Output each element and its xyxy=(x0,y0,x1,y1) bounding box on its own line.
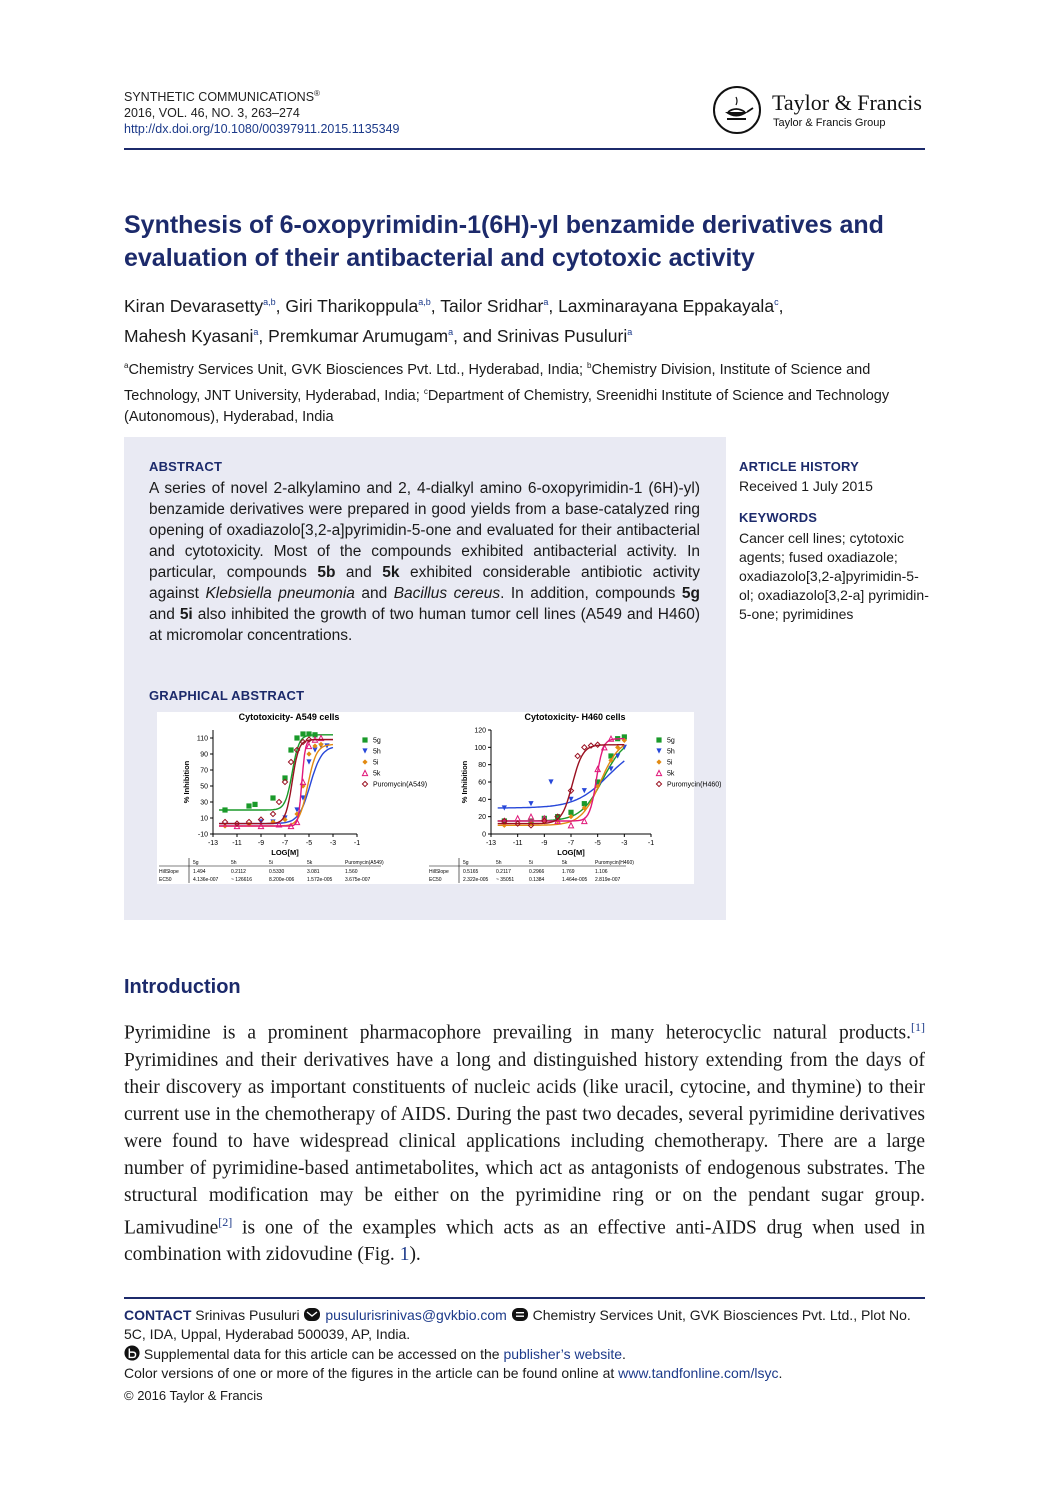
data-point xyxy=(656,781,661,786)
data-point xyxy=(656,770,661,775)
keywords-list: Cancer cell lines; cytotoxic agents; fused oxadiazole; oxadiazolo[3,2-a]pyrimidin-5-ol; oxadiazolo[3,2-a] pyrimidin-5-one; pyrimidines xyxy=(739,530,929,622)
affiliation-text: Chemistry Division, Institute of Science and Technology, JNT University, Hyderabad, India; xyxy=(124,361,871,404)
y-tick-label: 20 xyxy=(478,814,486,822)
data-point xyxy=(656,748,661,753)
abstract-segment: and xyxy=(335,564,383,581)
x-tick-label: -3 xyxy=(621,840,628,847)
table-cell: 8.200e-006 xyxy=(269,877,295,883)
compound-label: 5g xyxy=(681,585,700,602)
tandfonline-link[interactable]: www.tandfonline.com/lsyc xyxy=(618,1365,779,1381)
x-tick-label: -11 xyxy=(512,840,523,847)
author-affiliation-mark: a xyxy=(627,326,633,337)
author-separator: , xyxy=(778,295,784,316)
abstract-segment: also inhibited the growth of two human tumor cell lines (A549 and H460) at micromolar concentrations. xyxy=(149,606,700,644)
postal-address-icon xyxy=(511,1307,529,1322)
table-row-label: HillSlope xyxy=(429,869,449,875)
organism-name: Klebsiella pneumonia xyxy=(205,585,355,602)
supplemental-note xyxy=(124,1345,929,1364)
compound-label: 5b xyxy=(317,564,336,581)
fit-curve xyxy=(498,745,625,825)
contact-label: CONTACT xyxy=(124,1307,192,1323)
journal-header xyxy=(124,86,399,137)
supplemental-data-icon xyxy=(124,1345,140,1361)
data-point xyxy=(306,759,311,764)
fit-curve xyxy=(219,748,333,824)
data-point xyxy=(270,795,275,800)
abstract-segment: . In addition, compounds xyxy=(500,585,682,602)
fit-curve xyxy=(219,740,333,826)
table-cell: 1.572e-005 xyxy=(307,877,333,883)
table-row-label: EC50 xyxy=(429,877,442,883)
x-axis-label: LOG[M] xyxy=(271,848,299,857)
introduction-heading: Introduction xyxy=(124,976,241,998)
table-cell: 0.2112 xyxy=(231,869,246,875)
keywords-heading: KEYWORDS xyxy=(739,510,818,525)
author-name: Tailor Sridhar xyxy=(440,295,544,316)
data-point xyxy=(300,731,305,736)
article-history-heading: ARTICLE HISTORY xyxy=(739,459,860,474)
y-tick-label: 90 xyxy=(200,751,208,759)
publisher-logo[interactable] xyxy=(713,86,928,138)
abstract-segment: and xyxy=(149,606,180,623)
legend-label: 5i xyxy=(373,759,379,767)
author-name: Mahesh Kyasani xyxy=(124,325,254,346)
fit-curve xyxy=(498,748,625,821)
table-cell: 1.494 xyxy=(193,869,206,875)
contact-block xyxy=(124,1306,929,1344)
graphical-abstract-panel xyxy=(157,712,722,884)
x-tick-label: -11 xyxy=(232,840,242,847)
table-header: 5k xyxy=(562,860,568,866)
supplemental-end: . xyxy=(622,1346,626,1362)
x-tick-label: -13 xyxy=(207,840,219,847)
table-cell: 3.675e-007 xyxy=(345,877,371,883)
x-tick-label: -1 xyxy=(353,840,361,847)
organism-name: Bacillus cereus xyxy=(393,585,501,602)
x-axis-label: LOG[M] xyxy=(557,848,585,857)
y-tick-label: 30 xyxy=(200,799,208,807)
intro-segment: is one of the examples which acts as an effective anti-AIDS drug when used in combination with zidovudine (Fig. xyxy=(124,1217,925,1265)
x-tick-label: -5 xyxy=(305,840,313,847)
data-point xyxy=(306,751,311,756)
table-header: 5h xyxy=(231,860,237,866)
author-separator: , xyxy=(430,295,441,316)
x-tick-label: -5 xyxy=(594,840,601,847)
author-name: Premkumar Arumugam xyxy=(268,325,449,346)
legend-label: 5k xyxy=(373,770,381,778)
y-tick-label: 60 xyxy=(478,779,486,787)
data-point xyxy=(288,747,293,752)
x-tick-label: -9 xyxy=(257,840,265,847)
graphical-abstract-charts xyxy=(157,712,722,884)
author-list xyxy=(124,289,929,349)
publisher-website-link[interactable]: publisher’s website xyxy=(503,1346,623,1362)
data-point xyxy=(294,735,299,740)
contact-address: Chemistry Services Unit, GVK Biosciences Pvt. Ltd., Plot No. 5C, IDA, Uppal, Hyderabad 500039, AP, India. xyxy=(124,1307,911,1342)
table-row-label: EC50 xyxy=(159,877,172,883)
table-header: 5g xyxy=(463,860,469,866)
y-tick-label: 110 xyxy=(196,735,208,743)
affiliations xyxy=(124,355,929,428)
citation-link[interactable]: [1] xyxy=(911,1020,925,1034)
table-cell: 1.560 xyxy=(345,869,358,875)
x-tick-label: -9 xyxy=(541,840,548,847)
author-affiliation-mark: a xyxy=(543,297,549,307)
table-header: 5h xyxy=(496,860,502,866)
data-point xyxy=(362,737,367,742)
figure-link[interactable]: 1 xyxy=(399,1244,410,1265)
data-point xyxy=(515,816,520,821)
intro-segment: Pyrimidines and their derivatives have a long and distinguished history extending from the days of their discovery as important constituents of nucleic acids (like uracil, cytocine, and thymine) to their current use in the chemotherapy of AIDS. During the past two decades, several pyrimidine derivatives were found to have widespread clinical applications including chemotherapy. There are a large number of pyrimidine-based antimetabolites, which act as antagonists of endogenous substrates. The structural modification may be either on the pyrimidine ring or on the pendant sugar group. Lamivudine xyxy=(124,1049,925,1238)
fit-curve xyxy=(219,740,333,824)
table-cell: 0.5165 xyxy=(463,869,479,875)
table-cell: ~ 35051 xyxy=(496,877,515,883)
affiliation-text: Chemistry Services Unit, GVK Biosciences Pvt. Ltd., Hyderabad, India; xyxy=(128,361,588,378)
abstract-segment: exhibited considerable antibiotic activity against xyxy=(149,564,700,602)
author-separator: , and xyxy=(453,325,497,346)
x-tick-label: -13 xyxy=(485,840,497,847)
affiliation-mark: b xyxy=(587,361,592,370)
author-affiliation-mark: a,b xyxy=(418,297,431,307)
header-rule xyxy=(124,148,925,150)
journal-volume: 2016, VOL. 46, NO. 3, 263–274 xyxy=(124,106,300,121)
author-name: Srinivas Pusuluri xyxy=(496,325,628,346)
supplemental-text: Supplemental data for this article can be accessed on the xyxy=(143,1346,504,1362)
data-point xyxy=(246,803,251,808)
fit-curve xyxy=(498,761,625,808)
table-header: 5i xyxy=(529,860,533,866)
author-name: Giri Tharikoppula xyxy=(285,295,419,316)
table-cell: 2.322e-005 xyxy=(463,877,489,883)
color-text: Color versions of one or more of the figures in the article can be found online at xyxy=(124,1365,619,1381)
legend-label: 5h xyxy=(373,748,381,756)
y-tick-label: 0 xyxy=(482,831,486,839)
y-tick-label: 10 xyxy=(200,815,208,823)
publisher-name: Taylor & Francis xyxy=(772,90,922,115)
data-point xyxy=(288,759,293,764)
color-note xyxy=(124,1364,929,1383)
compound-label: 5i xyxy=(179,606,193,623)
data-point xyxy=(575,753,580,758)
table-header: 5k xyxy=(307,860,313,866)
fit-curve xyxy=(498,745,625,824)
y-tick-label: 100 xyxy=(474,744,486,752)
table-cell: 3.081 xyxy=(307,869,320,875)
table-cell: 0.2966 xyxy=(529,869,545,875)
x-tick-label: -1 xyxy=(647,840,655,847)
author-separator: , xyxy=(548,295,559,316)
intro-segment: ). xyxy=(409,1244,421,1265)
data-point xyxy=(252,802,257,807)
table-cell: 0.5330 xyxy=(269,869,285,875)
table-row-label: HillSlope xyxy=(159,869,179,875)
fit-curve xyxy=(498,739,625,821)
legend-label: 5h xyxy=(667,748,675,756)
data-point xyxy=(568,823,573,828)
chart-title: Cytotoxicity- H460 cells xyxy=(524,712,626,722)
doi-link[interactable]: http://dx.doi.org/10.1080/00397911.2015.1135349 xyxy=(124,122,400,137)
abstract-text xyxy=(149,478,700,646)
table-cell: 1.464e-005 xyxy=(562,877,588,883)
graphical-abstract-heading: GRAPHICAL ABSTRACT xyxy=(149,688,305,703)
copyright: © 2016 Taylor & Francis xyxy=(124,1388,263,1403)
received-date: Received 1 July 2015 xyxy=(739,478,873,494)
table-cell: 0.1384 xyxy=(529,877,545,883)
data-point xyxy=(528,801,533,806)
table-cell: 1.769 xyxy=(562,869,575,875)
data-point xyxy=(270,811,275,816)
affiliation-mark: a xyxy=(124,361,129,370)
x-tick-label: -3 xyxy=(329,840,337,847)
x-tick-label: -7 xyxy=(281,840,289,847)
color-end: . xyxy=(778,1365,783,1381)
table-cell: 1.106 xyxy=(595,869,608,875)
data-point xyxy=(276,799,281,804)
legend-label: 5i xyxy=(667,759,673,767)
data-point xyxy=(362,748,367,753)
legend-label: 5g xyxy=(373,737,381,745)
author-affiliation-mark: a xyxy=(253,326,259,337)
compound-label: 5k xyxy=(382,564,400,581)
footer-rule xyxy=(124,1297,925,1299)
y-tick-label: 50 xyxy=(200,783,208,791)
intro-segment: Pyrimidine is a prominent pharmacophore prevailing in many heterocyclic natural products. xyxy=(124,1022,911,1044)
legend-label: Puromycin(A549) xyxy=(373,781,428,789)
y-axis-label: % Inhibition xyxy=(182,760,191,804)
author-affiliation-mark: a xyxy=(448,326,454,337)
y-axis-label: % Inhibition xyxy=(460,760,469,804)
author-name: Kiran Devarasetty xyxy=(124,295,264,316)
y-tick-label: 80 xyxy=(478,762,486,770)
legend-label: Puromycin(H460) xyxy=(667,781,722,789)
table-cell: 0.2117 xyxy=(496,869,511,875)
data-point xyxy=(222,807,227,812)
legend-label: 5k xyxy=(667,770,675,778)
data-point xyxy=(582,788,587,793)
author-separator: , xyxy=(275,295,286,316)
citation-link[interactable]: [2] xyxy=(218,1214,233,1229)
data-point xyxy=(548,779,553,784)
y-tick-label: 120 xyxy=(474,727,486,735)
table-cell: ~ 126616 xyxy=(231,877,252,883)
contact-name: Srinivas Pusuluri xyxy=(195,1307,300,1323)
author-affiliation-mark: a,b xyxy=(263,297,276,307)
table-header: 5i xyxy=(269,860,273,866)
introduction-text xyxy=(124,1014,925,1268)
affiliation-mark: c xyxy=(423,386,428,396)
y-tick-label: -10 xyxy=(197,831,208,839)
author-separator: , xyxy=(258,325,269,346)
data-point xyxy=(362,759,367,764)
legend-label: 5g xyxy=(667,737,675,745)
author-name: Laxminarayana Eppakayala xyxy=(558,295,775,316)
data-point xyxy=(656,737,661,742)
data-point xyxy=(306,731,311,736)
abstract-segment: A series of novel 2-alkylamino and 2, 4-dialkyl amino 6-oxopyrimidin-1 (6H)-yl) benzamide derivatives were prepared in good yields from a base-catalyzed ring opening of oxadiazolo[3,2-a]pyrimidin-5-one and evaluated for their antibacterial and cytotoxicity. Most of the compounds exhibited antibacterial activity. In particular, compounds xyxy=(149,480,700,581)
table-header: Puromycin(H460) xyxy=(595,860,634,866)
data-point xyxy=(362,770,367,775)
author-affiliation-mark: c xyxy=(774,297,779,307)
data-point xyxy=(362,781,367,786)
email-link[interactable]: pusulurisrinivas@gvkbio.com xyxy=(325,1307,507,1323)
journal-name: SYNTHETIC COMMUNICATIONS xyxy=(124,90,315,105)
x-tick-label: -7 xyxy=(567,840,575,847)
chart-title: Cytotoxicity- A549 cells xyxy=(238,712,340,722)
y-tick-label: 70 xyxy=(200,767,208,775)
table-cell: 2.819e-007 xyxy=(595,877,621,883)
table-header: 5g xyxy=(193,860,199,866)
article-title: Synthesis of 6-oxopyrimidin-1(6H)-yl benzamide derivatives and evaluation of their antibacterial and cytotoxic activity xyxy=(124,211,884,272)
affiliation-text: Department of Chemistry, Sreenidhi Institute of Science and Technology (Autonomous), Hyderabad, India xyxy=(124,387,890,425)
table-cell: 4.136e-007 xyxy=(193,877,219,883)
data-point xyxy=(656,759,661,764)
publisher-group: Taylor & Francis Group xyxy=(773,117,886,129)
y-tick-label: 40 xyxy=(478,796,486,804)
abstract-heading: ABSTRACT xyxy=(149,459,223,474)
registered-mark: ® xyxy=(314,89,320,98)
teapot-lamp-icon xyxy=(713,86,761,134)
table-header: Puromycin(A549) xyxy=(345,860,384,866)
envelope-icon xyxy=(303,1307,321,1322)
abstract-segment: and xyxy=(354,585,394,602)
